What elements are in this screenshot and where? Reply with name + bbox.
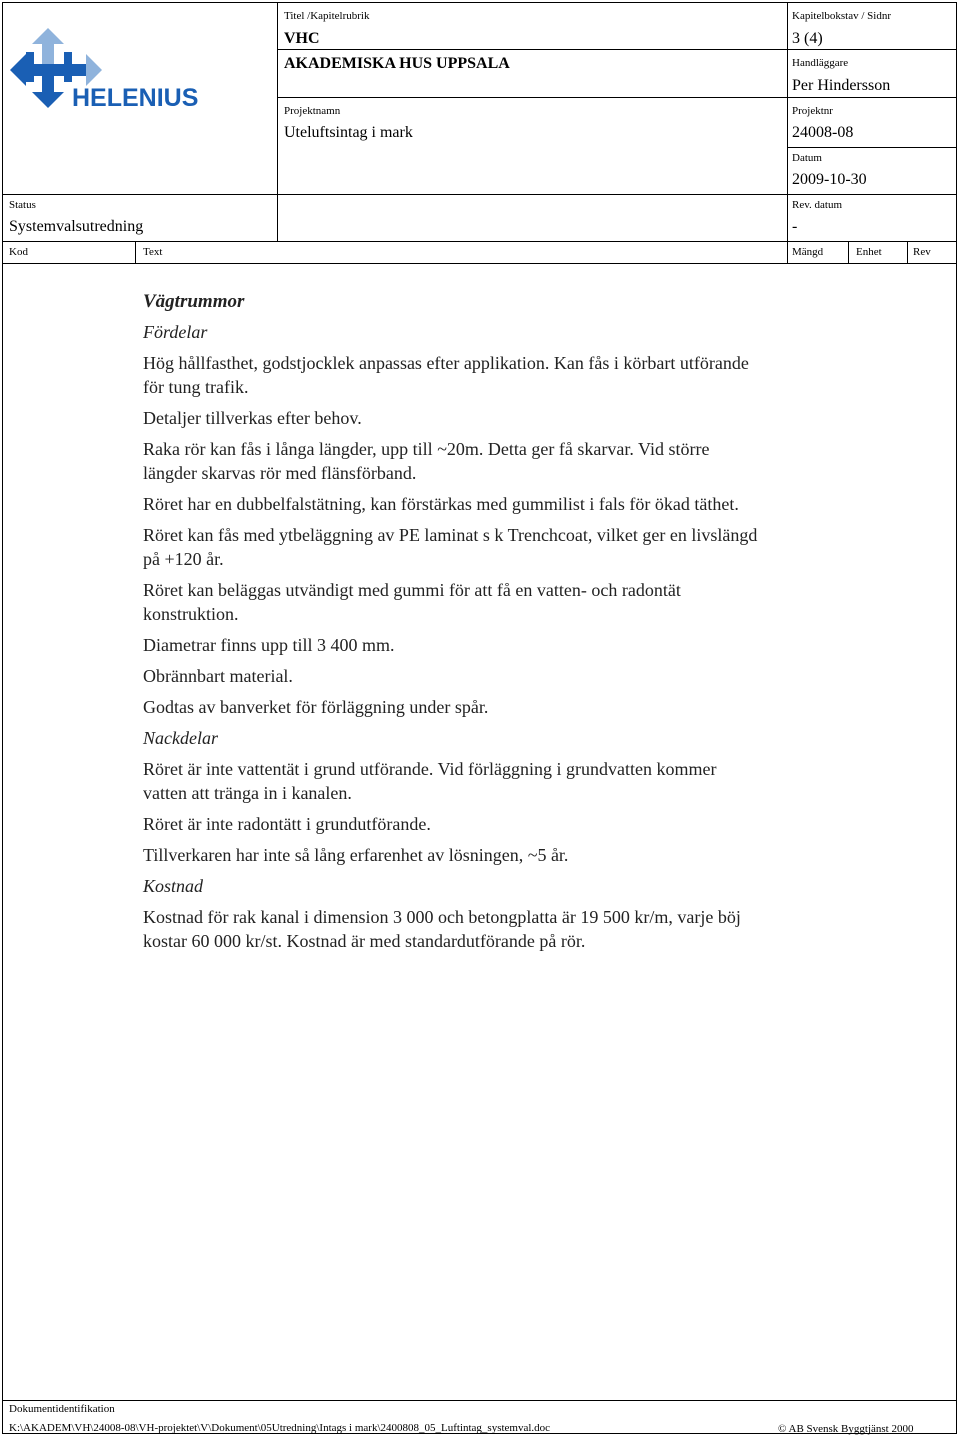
rule: [787, 147, 957, 148]
advantage-item: Obrännbart material.: [143, 666, 293, 686]
rule: [2, 263, 957, 264]
advantage-item: Diametrar finns upp till 3 400 mm.: [143, 635, 395, 655]
handler-label: Handläggare: [792, 57, 849, 69]
advantage-item: Godtas av banverket för förläggning under spår.: [143, 697, 489, 717]
rule: [2, 241, 957, 242]
advantage-item: Detaljer tillverkas efter behov.: [143, 408, 362, 428]
title-line-1: VHC: [284, 30, 320, 47]
rule: [135, 241, 136, 263]
rule: [277, 49, 957, 50]
rule: [277, 97, 957, 98]
cost-item: Kostnad för rak kanal i dimension 3 000 och betongplatta är 19 500 kr/m, varje böj kostar 60 000 kr/st. Kostnad är med standardutförande på rör.: [143, 907, 741, 951]
project-no-value: 24008-08: [792, 124, 854, 141]
advantages-title: Fördelar: [143, 322, 208, 342]
col-kod: Kod: [9, 246, 28, 258]
date-value: 2009-10-30: [792, 171, 867, 188]
disadvantage-item: Röret är inte vattentät i grund utförande. Vid förläggning i grundvatten kommer vatten att tränga in i kanalen.: [143, 759, 717, 803]
rule: [2, 1400, 957, 1401]
date-label: Datum: [792, 152, 822, 164]
title-line-2: AKADEMISKA HUS UPPSALA: [284, 55, 510, 72]
status-label: Status: [9, 199, 36, 211]
disadvantage-item: Röret är inte radontätt i grundutförande.: [143, 814, 431, 834]
rule: [907, 241, 908, 263]
document-body: [143, 290, 763, 960]
col-rev: Rev: [913, 246, 931, 258]
brand-name: HELENIUS: [72, 84, 199, 112]
rule: [848, 241, 849, 263]
chapter-value: 3 (4): [792, 30, 823, 47]
section-heading: Vägtrummor: [143, 291, 245, 312]
chapter-label: Kapitelbokstav / Sidnr: [792, 10, 891, 22]
col-mangd: Mängd: [792, 246, 824, 258]
copyright: © AB Svensk Byggtjänst 2000: [778, 1423, 914, 1435]
doc-id-label: Dokumentidentifikation: [9, 1403, 115, 1415]
advantage-item: Raka rör kan fås i långa längder, upp till ~20m. Detta ger få skarvar. Vid större längder skarvas rör med flänsförband.: [143, 439, 710, 483]
rule: [277, 2, 278, 241]
disadvantage-item: Tillverkaren har inte så lång erfarenhet av lösningen, ~5 år.: [143, 845, 569, 865]
col-text: Text: [143, 246, 163, 258]
col-enhet: Enhet: [856, 246, 882, 258]
rev-date-value: -: [792, 218, 798, 235]
handler-value: Per Hindersson: [792, 77, 891, 94]
status-value: Systemvalsutredning: [9, 218, 144, 235]
title-label: Titel /Kapitelrubrik: [284, 10, 370, 22]
project-no-label: Projektnr: [792, 105, 833, 117]
helenius-logo: [8, 26, 208, 112]
project-name-label: Projektnamn: [284, 105, 341, 117]
disadvantages-title: Nackdelar: [143, 728, 218, 748]
doc-path: K:\AKADEM\VH\24008-08\VH-projektet\V\Dokument\05Utredning\Intags i mark\2400808_05_Luftintag_systemval.doc: [9, 1422, 551, 1434]
rev-date-label: Rev. datum: [792, 199, 842, 211]
cost-title: Kostnad: [143, 876, 204, 896]
rule: [2, 194, 957, 195]
advantage-item: Röret kan fås med ytbeläggning av PE laminat s k Trenchcoat, vilket ger en livslängd på +120 år.: [143, 525, 758, 569]
advantage-item: Röret kan beläggas utvändigt med gummi för att få en vatten- och radontät konstruktion.: [143, 580, 681, 624]
advantage-item: Hög hållfasthet, godstjocklek anpassas efter applikation. Kan fås i körbart utförande för tung trafik.: [143, 353, 749, 397]
rule: [787, 2, 788, 263]
advantage-item: Röret har en dubbelfalstätning, kan förstärkas med gummilist i fals för ökad täthet.: [143, 494, 739, 514]
project-name-value: Uteluftsintag i mark: [284, 124, 413, 141]
